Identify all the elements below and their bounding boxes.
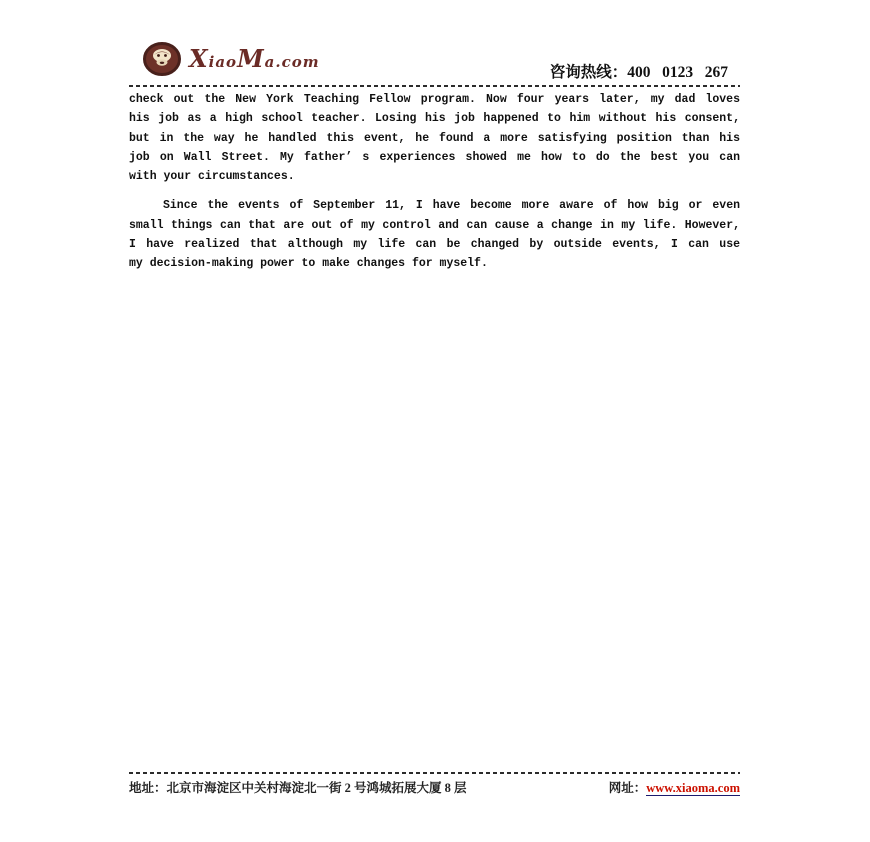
essay-text bbox=[129, 90, 740, 274]
essay-paragraph bbox=[129, 196, 740, 273]
footer bbox=[129, 778, 740, 796]
brand-letter-x: X bbox=[189, 44, 209, 73]
hotline-text: 咨询热线：400 0123 267 bbox=[549, 64, 728, 81]
brand-letter-m: M bbox=[237, 44, 265, 73]
essay-paragraph bbox=[129, 90, 740, 186]
website-label: 网址： bbox=[608, 781, 647, 795]
essay-line: with your circumstances. bbox=[129, 170, 295, 184]
header bbox=[129, 40, 740, 84]
header-divider bbox=[129, 85, 740, 87]
essay-line: check out the New York Teaching Fellow program. Now four years later, my dad loves bbox=[129, 93, 740, 106]
brand-logo bbox=[143, 42, 320, 76]
essay-line: I have realized that although my life can be changed by outside events, I can use bbox=[129, 238, 740, 252]
address-text: 地址：北京市海淀区中关村海淀北一街 2 号鸿城拓展大厦 8 层 bbox=[129, 781, 467, 795]
brand-text-iao: iao bbox=[208, 53, 238, 71]
essay-line: but in the way he handled this event, he found a more satisfying position than his bbox=[129, 131, 740, 145]
website-block bbox=[609, 778, 740, 796]
brand-text-acom: a.com bbox=[264, 53, 320, 71]
essay-line: my decision-making power to make changes for myself. bbox=[129, 257, 488, 271]
essay-line: job on Wall Street. My father’ s experiences showed me how to do the best you can bbox=[129, 150, 740, 164]
essay-line: Since the events of September 11, I have become more aware of how big or even bbox=[163, 199, 740, 213]
footer-divider bbox=[129, 772, 740, 774]
horse-logo-icon bbox=[143, 42, 181, 76]
essay-line: his job as a high school teacher. Losing his job happened to him without his consent, bbox=[129, 112, 740, 126]
brand-wordmark bbox=[189, 44, 320, 73]
essay-line: small things can that are out of my control and can cause a change in my life. However, bbox=[129, 218, 740, 232]
website-link[interactable]: www.xiaoma.com bbox=[646, 781, 740, 795]
